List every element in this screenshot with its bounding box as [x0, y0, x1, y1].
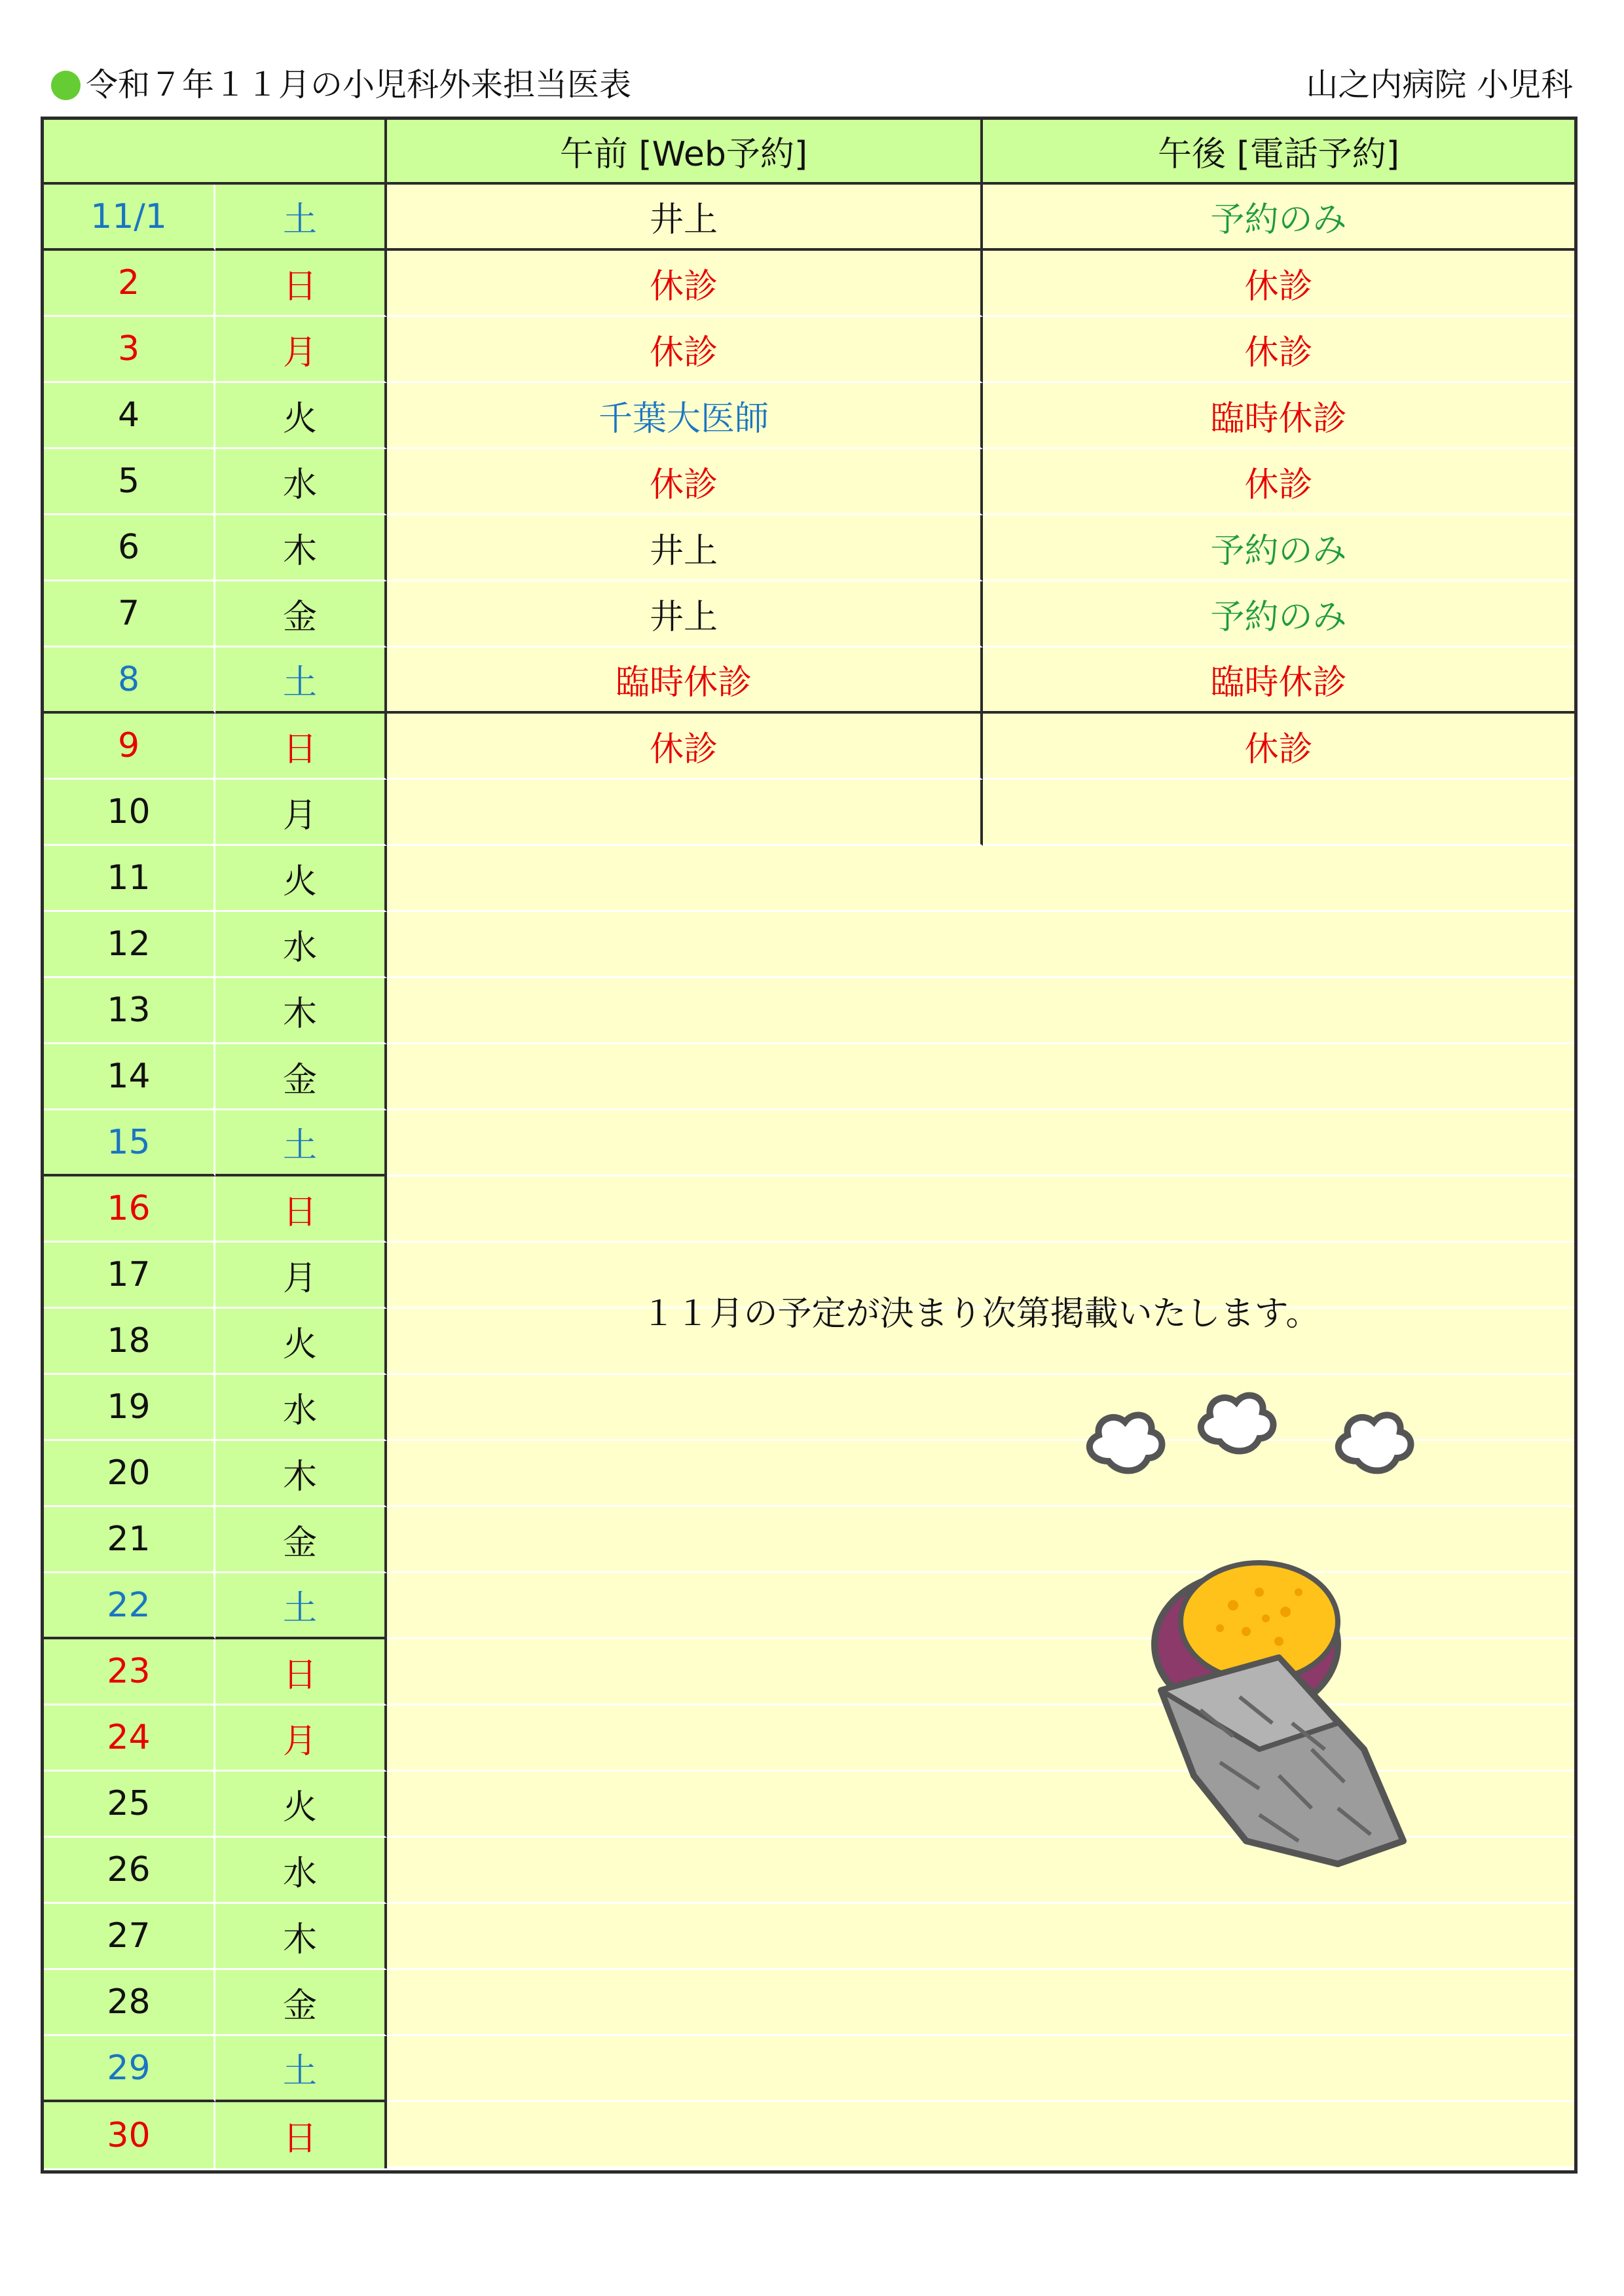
date-cell: 11/1: [44, 185, 215, 251]
am-cell: 休診: [387, 714, 983, 780]
pm-cell: 休診: [983, 714, 1574, 780]
am-cell: 臨時休診: [387, 647, 983, 714]
dow-cell: 水: [215, 1838, 387, 1904]
notice-text: １１月の予定が決まり次第掲載いたします。: [641, 1294, 1320, 1334]
dow-cell: 日: [215, 1639, 387, 1705]
dow-cell: 土: [215, 1573, 387, 1639]
dow-cell: 火: [215, 1309, 387, 1375]
header-pm: 午後 [電話予約]: [983, 120, 1574, 185]
green-dot-icon: [51, 71, 81, 100]
roasted-sweet-potato-icon: [1063, 1383, 1495, 1867]
date-cell: 19: [44, 1375, 215, 1441]
date-cell: 15: [44, 1110, 215, 1176]
pm-cell: [983, 780, 1574, 846]
header-am: 午前 [Web予約]: [387, 120, 983, 185]
pm-cell: 休診: [983, 449, 1574, 515]
date-cell: 22: [44, 1573, 215, 1639]
dow-cell: 土: [215, 1110, 387, 1176]
date-cell: 20: [44, 1441, 215, 1507]
dow-cell: 木: [215, 1904, 387, 1970]
dow-cell: 木: [215, 515, 387, 581]
dow-cell: 金: [215, 1507, 387, 1573]
date-cell: 11: [44, 846, 215, 912]
date-cell: 4: [44, 383, 215, 449]
am-cell: 井上: [387, 185, 983, 251]
date-cell: 23: [44, 1639, 215, 1705]
pm-cell: 臨時休診: [983, 647, 1574, 714]
dow-cell: 日: [215, 714, 387, 780]
date-cell: 2: [44, 251, 215, 317]
dow-cell: 木: [215, 1441, 387, 1507]
date-cell: 16: [44, 1176, 215, 1243]
date-cell: 27: [44, 1904, 215, 1970]
pm-cell: 休診: [983, 251, 1574, 317]
header-blank-cell: [44, 120, 387, 185]
am-cell: 休診: [387, 251, 983, 317]
date-cell: 24: [44, 1705, 215, 1772]
dow-cell: 月: [215, 780, 387, 846]
date-cell: 21: [44, 1507, 215, 1573]
hospital-name: 山之内病院 小児科: [1306, 66, 1573, 103]
dow-cell: 土: [215, 2036, 387, 2102]
date-cell: 30: [44, 2102, 215, 2168]
dow-cell: 水: [215, 1375, 387, 1441]
page-title: [51, 60, 631, 110]
pm-cell: 臨時休診: [983, 383, 1574, 449]
dow-cell: 日: [215, 251, 387, 317]
date-cell: 8: [44, 647, 215, 714]
am-cell: [387, 780, 983, 846]
notice-area: [387, 846, 1574, 2168]
date-cell: 10: [44, 780, 215, 846]
date-cell: 29: [44, 2036, 215, 2102]
dow-cell: 木: [215, 978, 387, 1044]
date-cell: 13: [44, 978, 215, 1044]
pm-cell: 予約のみ: [983, 515, 1574, 581]
dow-cell: 日: [215, 1176, 387, 1243]
dow-cell: 月: [215, 317, 387, 383]
date-cell: 7: [44, 581, 215, 647]
am-cell: 休診: [387, 449, 983, 515]
date-cell: 14: [44, 1044, 215, 1110]
dow-cell: 火: [215, 1772, 387, 1838]
dow-cell: 金: [215, 581, 387, 647]
dow-cell: 土: [215, 185, 387, 251]
dow-cell: 土: [215, 647, 387, 714]
date-cell: 6: [44, 515, 215, 581]
schedule-table: [41, 117, 1578, 2174]
pm-cell: 休診: [983, 317, 1574, 383]
date-cell: 25: [44, 1772, 215, 1838]
am-cell: 井上: [387, 515, 983, 581]
pm-cell: 予約のみ: [983, 581, 1574, 647]
page-header: [51, 60, 1573, 110]
am-cell: 井上: [387, 581, 983, 647]
date-cell: 26: [44, 1838, 215, 1904]
am-cell: 千葉大医師: [387, 383, 983, 449]
dow-cell: 火: [215, 846, 387, 912]
date-cell: 28: [44, 1970, 215, 2036]
date-cell: 3: [44, 317, 215, 383]
dow-cell: 月: [215, 1243, 387, 1309]
dow-cell: 火: [215, 383, 387, 449]
date-cell: 5: [44, 449, 215, 515]
date-cell: 9: [44, 714, 215, 780]
dow-cell: 水: [215, 449, 387, 515]
dow-cell: 金: [215, 1044, 387, 1110]
title-text: 令和７年１１月の小児科外来担当医表: [86, 66, 632, 103]
date-cell: 18: [44, 1309, 215, 1375]
pm-cell: 予約のみ: [983, 185, 1574, 251]
am-cell: 休診: [387, 317, 983, 383]
dow-cell: 金: [215, 1970, 387, 2036]
date-cell: 12: [44, 912, 215, 978]
dow-cell: 日: [215, 2102, 387, 2168]
dow-cell: 水: [215, 912, 387, 978]
dow-cell: 月: [215, 1705, 387, 1772]
date-cell: 17: [44, 1243, 215, 1309]
